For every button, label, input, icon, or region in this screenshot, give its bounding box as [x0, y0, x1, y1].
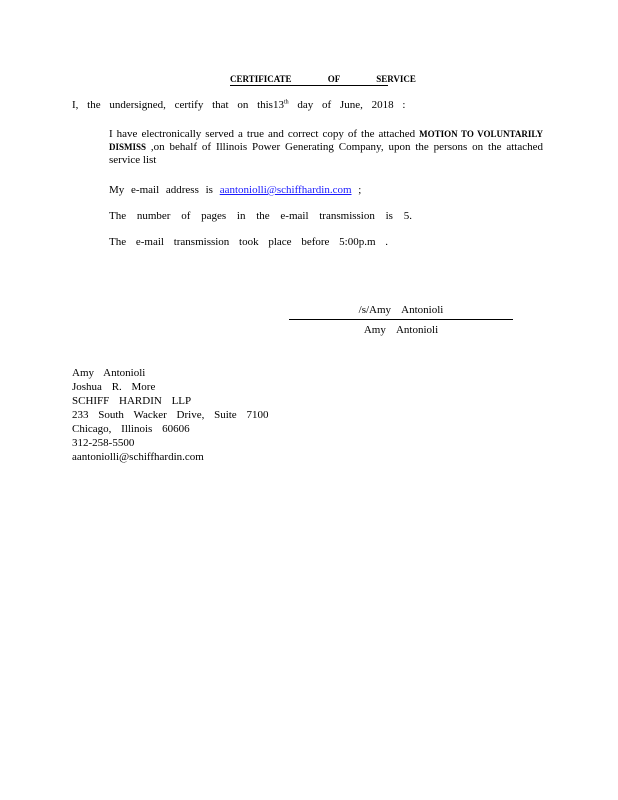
intro-line	[72, 99, 405, 111]
email-text-before: My e-mail address is	[109, 184, 213, 196]
signature: /s/Amy Antonioli	[358, 304, 444, 316]
intro-day-suffix: th	[283, 99, 289, 106]
address-line: Joshua R. More	[72, 381, 156, 393]
address-line: SCHIFF HARDIN LLP	[72, 395, 192, 407]
address-line: aantoniolli@schiffhardin.com	[72, 451, 204, 463]
address-block	[72, 366, 268, 464]
time-paragraph: The e-mail transmission took place before 5:00p.m .	[109, 236, 389, 248]
email-paragraph	[109, 184, 543, 197]
intro-after: day of June, 2018 :	[297, 99, 406, 111]
intro-before: I, the undersigned, certify that on this	[72, 99, 273, 111]
address-line: 233 South Wacker Drive, Suite 7100	[72, 409, 269, 421]
intro-day: 13	[272, 99, 284, 111]
email-text-after: ;	[358, 184, 362, 196]
signature-name: Amy Antonioli	[363, 324, 439, 336]
email-link[interactable]: aantoniolli@schiffhardin.com	[219, 184, 352, 196]
address-line: Amy Antonioli	[72, 367, 146, 379]
pages-paragraph: The number of pages in the e-mail transmission is 5.	[109, 210, 412, 222]
document-title: CERTIFICATE OF SERVICE	[230, 74, 416, 84]
address-line: 312-258-5500	[72, 437, 135, 449]
motion-title: MOTION TO VOLUNTARILY DISMISS	[109, 129, 544, 152]
service-text-after: ,on behalf of Illinois Power Generating Company, upon the persons on the attached service list	[109, 141, 543, 166]
address-line: Chicago, Illinois 60606	[72, 423, 190, 435]
service-paragraph	[109, 128, 543, 167]
signature-line	[289, 319, 513, 320]
service-text-before: I have electronically served a true and correct copy of the attached	[109, 128, 416, 140]
